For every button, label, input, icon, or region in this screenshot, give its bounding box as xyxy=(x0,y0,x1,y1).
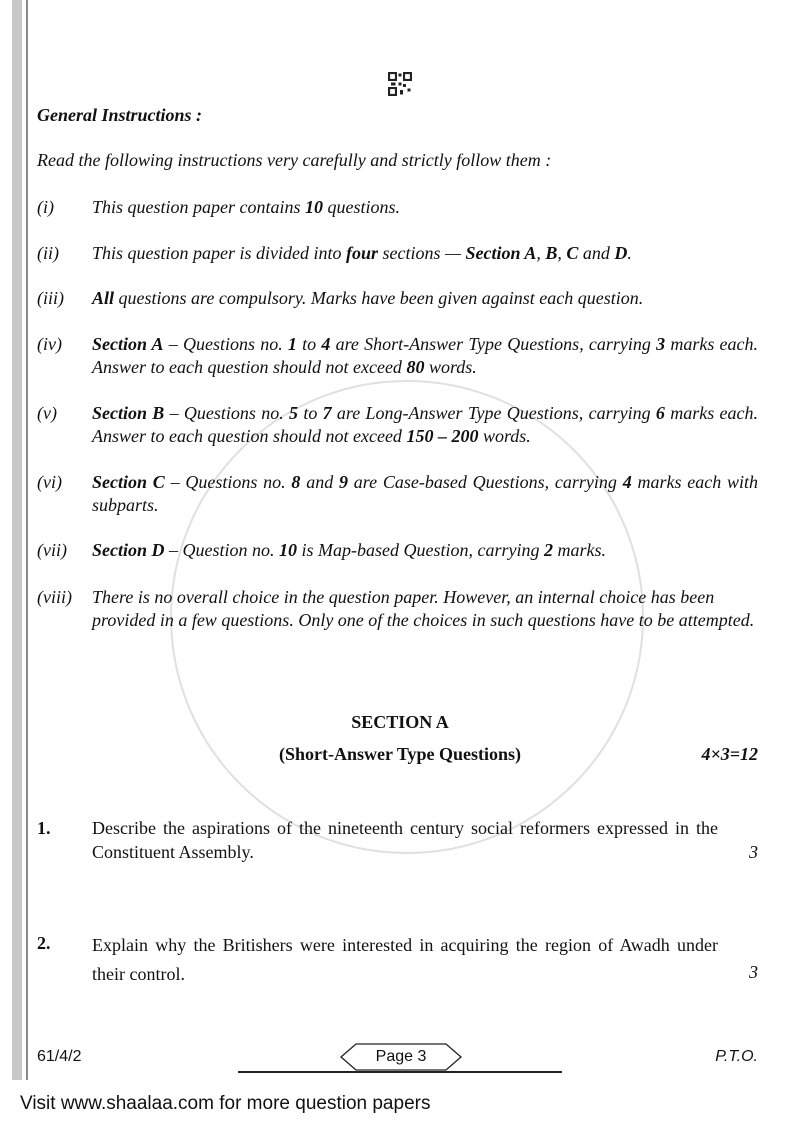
instruction-number: (i) xyxy=(37,197,54,217)
instruction-segment: marks each. Answer to each question should not exceed xyxy=(92,334,759,377)
instruction-text xyxy=(92,196,758,219)
instruction-segment: – Question no. xyxy=(164,540,280,560)
instruction-number: (vii) xyxy=(37,540,67,560)
instruction-emphasis: Section D xyxy=(92,540,165,560)
instruction-emphasis: Section C xyxy=(92,472,165,492)
instruction-number: (viii) xyxy=(37,587,72,607)
instruction-segment: and xyxy=(300,472,339,492)
instruction-emphasis: 10 xyxy=(305,197,324,217)
instruction-emphasis: 4 xyxy=(321,334,331,354)
instruction-segment: to xyxy=(296,334,322,354)
instruction-emphasis: 8 xyxy=(291,472,301,492)
instruction-emphasis: 9 xyxy=(338,472,348,492)
instruction-emphasis: C xyxy=(566,243,579,263)
instruction-emphasis: 3 xyxy=(656,334,666,354)
instruction-segment: marks each. Answer to each question should not exceed xyxy=(92,403,758,446)
instruction-segment: sections — xyxy=(378,243,466,263)
visit-link[interactable]: Visit www.shaalaa.com for more question papers xyxy=(20,1093,431,1114)
question-marks: 3 xyxy=(749,962,758,982)
instruction-number: (iii) xyxy=(37,288,64,308)
instruction-segment: – Questions no. xyxy=(164,403,290,423)
paper-code: 61/4/2 xyxy=(37,1048,82,1065)
margin-line xyxy=(26,0,28,1080)
instruction-emphasis: Section B xyxy=(92,403,165,423)
instruction-segment: are Long-Answer Type Questions, carrying xyxy=(331,403,656,423)
instruction-segment: marks each with subparts. xyxy=(92,472,759,515)
instruction-text xyxy=(92,287,758,310)
instruction-text xyxy=(92,242,758,265)
instruction-segment: questions are compulsory. Marks have been given against each question. xyxy=(114,288,644,308)
instruction-emphasis: 5 xyxy=(289,403,299,423)
instruction-number: (ii) xyxy=(37,243,59,263)
instruction-segment: . xyxy=(627,243,632,263)
instruction-emphasis: 2 xyxy=(544,540,553,560)
instruction-segment: and xyxy=(578,243,615,263)
instruction-text xyxy=(92,333,758,379)
section-title: SECTION A xyxy=(351,712,449,732)
instruction-emphasis: All xyxy=(92,288,115,308)
instructions-intro: Read the following instructions very carefully and strictly follow them : xyxy=(37,150,552,170)
instruction-segment: This question paper is divided into xyxy=(92,243,346,263)
question-marks: 3 xyxy=(749,842,758,862)
instruction-segment: are Short-Answer Type Questions, carrying xyxy=(330,334,657,354)
instruction-segment: words. xyxy=(478,426,531,446)
instruction-segment: There is no overall choice in the question paper. However, an internal choice has been provided in a few questions. Only one of the choices in such questions have to be attempted. xyxy=(92,587,755,630)
margin-bar xyxy=(12,0,22,1080)
instruction-segment: are Case-based Questions, carrying xyxy=(347,472,623,492)
general-instructions-heading: General Instructions : xyxy=(37,105,203,125)
instruction-emphasis: B xyxy=(545,243,558,263)
instruction-segment: , xyxy=(536,243,546,263)
question-text: Describe the aspirations of the nineteenth century social reformers expressed in the Constituent Assembly. xyxy=(92,818,718,862)
instruction-segment: to xyxy=(298,403,323,423)
instruction-emphasis: 80 xyxy=(406,357,425,377)
question-text: Explain why the Britishers were interested in acquiring the region of Awadh under their control. xyxy=(92,935,718,984)
qr-code-icon xyxy=(388,72,412,96)
instruction-emphasis: 6 xyxy=(655,403,665,423)
instruction-number: (vi) xyxy=(37,472,62,492)
pto-label: P.T.O. xyxy=(715,1048,758,1065)
instruction-number: (v) xyxy=(37,403,57,423)
instruction-text xyxy=(92,402,758,448)
footer-rule xyxy=(238,1071,562,1073)
instruction-emphasis: four xyxy=(346,243,379,263)
instruction-segment: is Map-based Question, carrying xyxy=(297,540,544,560)
instruction-emphasis: D xyxy=(614,243,628,263)
instruction-emphasis: Section A xyxy=(465,243,537,263)
instruction-emphasis: 150 – 200 xyxy=(406,426,479,446)
instruction-segment: questions. xyxy=(323,197,401,217)
instruction-text xyxy=(92,539,758,562)
page-number: Page 3 xyxy=(375,1048,427,1065)
instruction-segment: – Questions no. xyxy=(164,472,292,492)
instruction-number: (iv) xyxy=(37,334,62,354)
instruction-emphasis: 10 xyxy=(279,540,298,560)
instruction-emphasis: 7 xyxy=(322,403,332,423)
question-number: 1. xyxy=(37,818,51,838)
instruction-segment: words. xyxy=(424,357,477,377)
instruction-text xyxy=(92,471,758,517)
instruction-emphasis: 4 xyxy=(622,472,632,492)
instruction-segment: – Questions no. xyxy=(163,334,288,354)
section-subtitle: (Short-Answer Type Questions) xyxy=(278,744,521,764)
instruction-emphasis: Section A xyxy=(92,334,164,354)
instruction-emphasis: 1 xyxy=(287,334,297,354)
question-number: 2. xyxy=(37,933,51,953)
section-marks: 4×3=12 xyxy=(701,744,758,764)
instruction-segment: , xyxy=(557,243,567,263)
instruction-text xyxy=(92,586,758,632)
instruction-segment: marks. xyxy=(553,540,606,560)
instruction-segment: This question paper contains xyxy=(92,197,306,217)
